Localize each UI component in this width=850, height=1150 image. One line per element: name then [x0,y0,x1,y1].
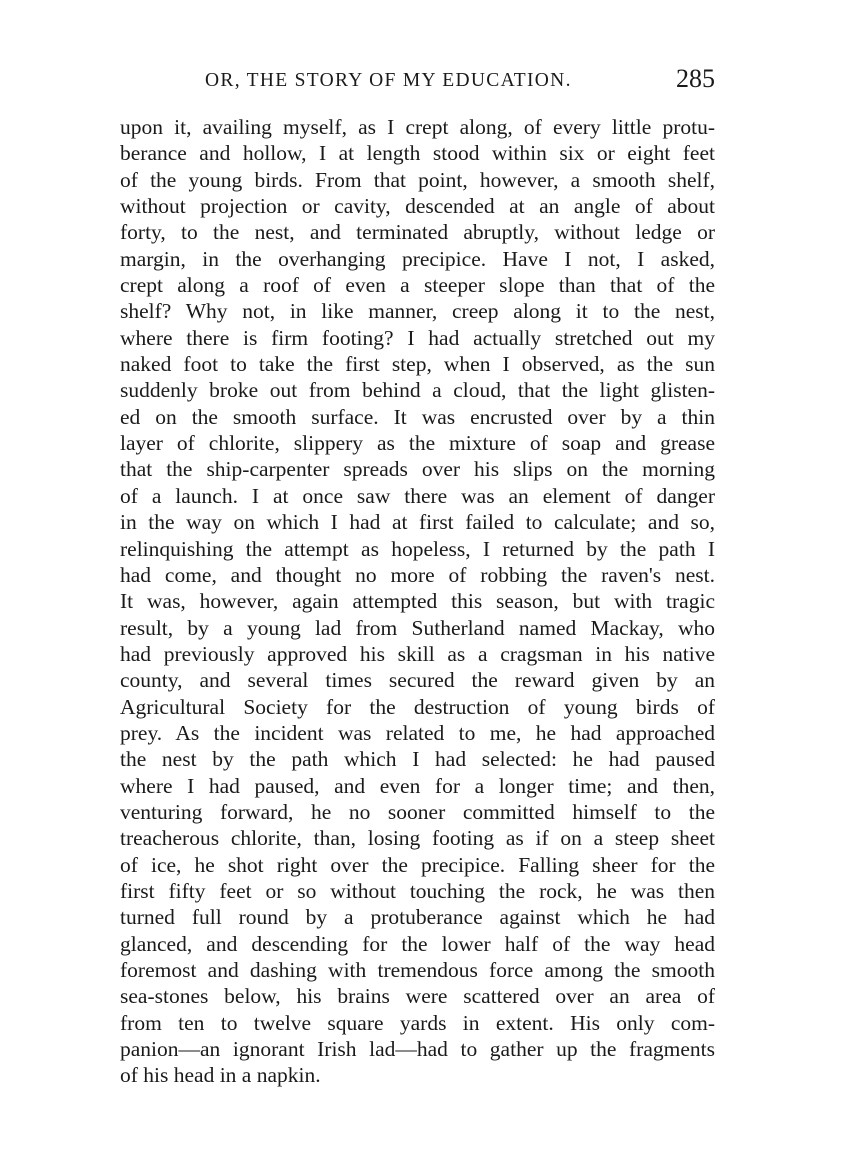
text-line: where I had paused, and even for a longer time; and then, [120,773,715,798]
text-line: result, by a young lad from Sutherland named Mackay, who [120,615,715,640]
text-line: of a launch. I at once saw there was an element of danger [120,483,715,508]
text-line: the nest by the path which I had selected: he had paused [120,747,715,772]
text-line: berance and hollow, I at length stood within six or eight feet [120,141,715,166]
text-line: venturing forward, he no sooner committed himself to the [120,799,715,824]
text-line: foremost and dashing with tremendous force among the smooth [120,958,715,982]
running-head [120,64,715,104]
text-line: Agricultural Society for the destruction of young birds of [120,694,715,719]
text-line: upon it, availing myself, as I crept along, of every little protu- [120,115,715,139]
text-line: ed on the smooth surface. It was encrusted over by a thin [120,404,715,429]
text-line: relinquishing the attempt as hopeless, I returned by the path I [120,536,715,561]
text-line: without projection or cavity, descended at an angle of about [120,194,715,219]
text-line: glanced, and descending for the lower half of the way head [120,931,715,956]
text-line: margin, in the overhanging precipice. Have I not, I asked, [120,246,715,271]
running-title: OR, THE STORY OF MY EDUCATION. [205,70,572,91]
text-line: forty, to the nest, and terminated abruptly, without ledge or [120,220,715,245]
text-line: naked foot to take the first step, when I observed, as the sun [120,352,715,377]
text-line: suddenly broke out from behind a cloud, that the light glisten- [120,378,715,403]
text-line: panion—an ignorant Irish lad—had to gather up the fragments [120,1037,715,1062]
text-line: of the young birds. From that point, however, a smooth shelf, [120,167,715,192]
text-line: shelf? Why not, in like manner, creep along it to the nest, [120,299,715,324]
page-number: 285 [676,64,715,93]
text-line: layer of chlorite, slippery as the mixture of soap and grease [120,431,715,456]
text-line: turned full round by a protuberance against which he had [120,905,715,930]
text-line: first fifty feet or so without touching the rock, he was then [120,878,715,903]
body-text [120,114,715,1089]
text-line: had come, and thought no more of robbing the raven's nest. [120,562,715,587]
text-line: where there is firm footing? I had actually stretched out my [120,325,715,350]
text-line: in the way on which I had at first failed to calculate; and so, [120,510,715,535]
text-line: of ice, he shot right over the precipice. Falling sheer for the [120,852,715,877]
text-line: of his head in a napkin. [120,1063,321,1088]
text-line: treacherous chlorite, than, losing footing as if on a steep sheet [120,826,715,851]
text-line: that the ship-carpenter spreads over his slips on the morning [120,457,715,482]
text-line: It was, however, again attempted this season, but with tragic [120,589,715,614]
text-line: sea-stones below, his brains were scattered over an area of [120,984,715,1009]
text-line: crept along a roof of even a steeper slope than that of the [120,273,715,298]
text-line: from ten to twelve square yards in extent. His only com- [120,1010,715,1035]
text-line: had previously approved his skill as a cragsman in his native [120,641,715,666]
text-line: county, and several times secured the reward given by an [120,668,715,693]
text-line: prey. As the incident was related to me, he had approached [120,720,715,745]
